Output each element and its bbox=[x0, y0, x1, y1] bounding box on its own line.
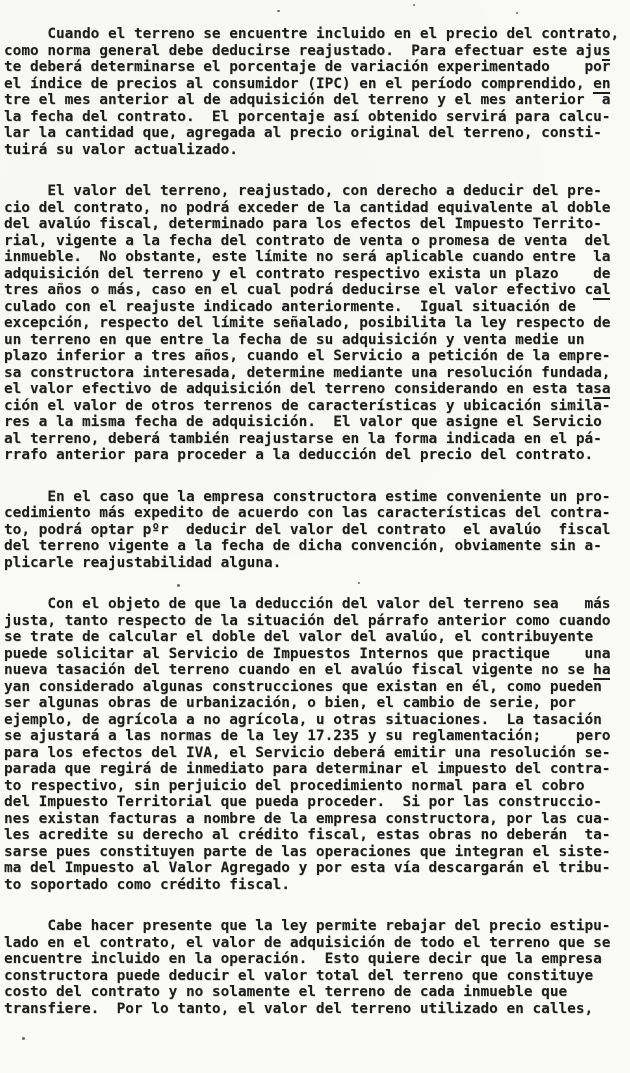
text-line: del avalúo fiscal, determinado para los efectos del Impuesto Territo- bbox=[4, 216, 602, 232]
text-line: se trate de calcular el doble del valor del avalúo, el contribuyente bbox=[4, 629, 594, 645]
text-line: nes existan facturas a nombre de la empresa constructora, por las cua- bbox=[4, 810, 611, 827]
text-line: ción el valor de otros terrenos de características y ubicación simila- bbox=[4, 397, 611, 414]
text-line: del Impuesto Territorial que pueda proceder. Si por las construccio- bbox=[4, 794, 602, 810]
text-line: tuirá su valor actualizado. bbox=[4, 141, 238, 158]
text-line: Cabe hacer presente que la ley permite rebajar del precio estipu- bbox=[4, 918, 611, 934]
text-line: sarse pues constituyen parte de las operaciones que integran el siste- bbox=[4, 843, 611, 860]
text-line: ejemplo, de agrícola a no agrícola, u otras situaciones. La tasación bbox=[4, 711, 602, 728]
text-line: como norma general debe deducirse reajustado. Para efectuar este ajus bbox=[4, 42, 611, 59]
text-line: parada que regirá de inmediato para determinar el impuesto del contra- bbox=[4, 761, 611, 777]
hyphenation-underline: ha bbox=[593, 662, 611, 678]
text-line: puede solicitar al Servicio de Impuestos Internos que practique una bbox=[4, 645, 611, 662]
paragraph bbox=[4, 183, 624, 464]
text-line: culado con el reajuste indicado anteriormente. Igual situación de bbox=[4, 298, 576, 315]
text-line: cio del contrato, no podrá exceder de la cantidad equivalente al doble bbox=[4, 199, 611, 216]
text-line: al terreno, deberá también reajustarse en la forma indicada en el pá- bbox=[4, 430, 602, 447]
text-line: inmueble. No obstante, este límite no será aplicable cuando entre la bbox=[4, 249, 611, 265]
text-line: encuentre incluido en la operación. Esto quiere decir que la empresa bbox=[4, 951, 602, 967]
text-line: se ajustará a las normas de la ley 17.235 y su reglamentación; pero bbox=[4, 728, 611, 744]
text-line: to, podrá optar pºr deducir del valor del contrato el avalúo fiscal bbox=[4, 521, 611, 538]
text-line: to soportado como crédito fiscal. bbox=[4, 876, 290, 893]
text-line: res a la misma fecha de adquisición. El valor que asigne el Servicio bbox=[4, 414, 602, 430]
paragraph bbox=[4, 918, 624, 1017]
text-line: constructora puede deducir el valor total del terreno que constituye bbox=[4, 967, 594, 984]
hyphenation-underline: al bbox=[593, 282, 611, 298]
text-line: nueva tasación del terreno cuando en el avalúo fiscal vigente no se ha bbox=[4, 662, 611, 678]
scan-speck bbox=[358, 582, 360, 584]
text-line: Con el objeto de que la deducción del valor del terreno sea más bbox=[4, 596, 611, 612]
paragraph bbox=[4, 596, 624, 893]
text-line: rrafo anterior para proceder a la deducción del precio del contrato. bbox=[4, 447, 594, 463]
text-line: lar la cantidad que, agregada al precio original del terreno, consti- bbox=[4, 125, 602, 141]
hyphenation-underline: sa bbox=[593, 381, 611, 397]
text-line: lado en el contrato, el valor de adquisición de todo el terreno que se bbox=[4, 934, 611, 951]
text-line: transfiere. Por lo tanto, el valor del terreno utilizado en calles, bbox=[4, 1000, 594, 1017]
text-line: plazo inferior a tres años, cuando el Servicio a petición de la empre- bbox=[4, 348, 611, 364]
text-line: un terreno en que entre la fecha de su adquisición y venta medie un bbox=[4, 331, 585, 348]
text-line: plicarle reajustabilidad alguna. bbox=[4, 554, 282, 571]
text-line: ma del Impuesto al Valor Agregado y por esta vía descargarán el tribu- bbox=[4, 860, 611, 876]
paragraph bbox=[4, 489, 624, 572]
text-line: el índice de precios al consumidor (IPC) en el período comprendido, en bbox=[4, 75, 611, 92]
text-line: to respectivo, sin perjuicio del procedimiento normal para el cobro bbox=[4, 777, 585, 794]
hyphenation-underline: en bbox=[593, 75, 611, 92]
text-line: Cuando el terreno se encuentre incluido en el precio del contrato, bbox=[4, 26, 620, 42]
paragraph bbox=[4, 26, 624, 158]
text-line: rial, vigente a la fecha del contrato de venta o promesa de venta del bbox=[4, 232, 611, 249]
scan-speck bbox=[413, 4, 415, 6]
text-line: En el caso que la empresa constructora estime conveniente un pro- bbox=[4, 488, 611, 505]
scan-speck bbox=[277, 10, 280, 12]
text-line: El valor del terreno, reajustado, con derecho a deducir del pre- bbox=[4, 183, 602, 199]
text-line: les acredite su derecho al crédito fiscal, estas obras no deberán ta- bbox=[4, 827, 611, 843]
text-line: justa, tanto respecto de la situación del párrafo anterior como cuando bbox=[4, 612, 611, 629]
text-line: yan considerado algunas construcciones que existan en él, como pueden bbox=[4, 678, 602, 695]
text-line: la fecha del contrato. El porcentaje así obtenido servirá para calcu- bbox=[4, 108, 611, 125]
scan-speck bbox=[516, 12, 518, 14]
text-line: tres años o más, caso en el cual podrá deducirse el valor efectivo cal bbox=[4, 282, 611, 298]
text-line: ser algunas obras de urbanización, o bien, el cambio de serie, por bbox=[4, 695, 576, 711]
text-line: excepción, respecto del límite señalado, posibilita la ley respecto de bbox=[4, 315, 611, 331]
text-line: sa constructora interesada, determine mediante una resolución fundada, bbox=[4, 364, 611, 381]
text-line: cedimiento más expedito de acuerdo con las características del contra- bbox=[4, 505, 611, 521]
text-line: el valor efectivo de adquisición del terreno considerando en esta tasa bbox=[4, 381, 611, 397]
text-line: para los efectos del IVA, el Servicio deberá emitir una resolución se- bbox=[4, 744, 611, 761]
text-line: costo del contrato y no solamente el terreno de cada inmueble que bbox=[4, 984, 568, 1000]
text-line: tre el mes anterior al de adquisición del terreno y el mes anterior a bbox=[4, 92, 611, 108]
hyphenation-underline: s bbox=[601, 42, 611, 59]
scan-speck bbox=[22, 1037, 25, 1040]
text-line: del terreno vigente a la fecha de dicha convención, obviamente sin a- bbox=[4, 538, 602, 554]
text-line: te deberá determinarse el porcentaje de variación experimentado por bbox=[4, 59, 611, 75]
text-line: adquisición del terreno y el contrato respectivo exista un plazo de bbox=[4, 265, 611, 282]
scan-speck bbox=[177, 584, 180, 587]
